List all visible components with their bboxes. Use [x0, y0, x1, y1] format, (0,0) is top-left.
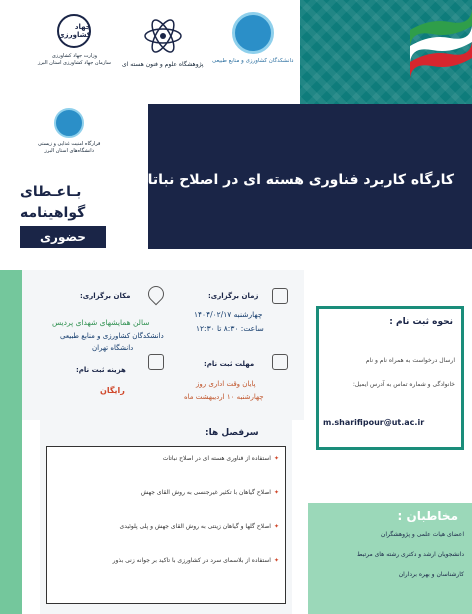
time-line1: چهارشنبه ۱۴۰۴/۰۲/۱۷	[194, 310, 263, 319]
audience-panel	[308, 503, 472, 614]
registration-line1: ارسال درخواست به همراه نام و نام	[365, 357, 455, 364]
topics-box	[46, 446, 286, 604]
atom-icon	[141, 16, 185, 56]
time-line2: ساعت: ۸:۳۰ تا ۱۲:۳۰	[196, 324, 264, 333]
page-title: کارگاه کاربرد فناوری هسته ای در اصلاح نباتات	[133, 172, 454, 188]
deadline-line1: پایان وقت اداری روز	[196, 380, 256, 388]
fee-label: هزینه ثبت نام:	[76, 366, 126, 374]
calendar-icon	[272, 288, 288, 304]
deadline-label: مهلت ثبت نام:	[204, 360, 255, 368]
logo-food-caption2: دانشگاه‌های استان البرز	[44, 147, 94, 154]
in-person-badge: حضوری	[20, 226, 106, 248]
audience-line3: کارشناسان و بهره برداران	[398, 571, 464, 578]
registration-title: نحوه ثبت نام :	[389, 317, 453, 327]
iran-flag	[410, 0, 472, 104]
topics-heading: سرفصل ها:	[205, 428, 259, 438]
place-line3: دانشگاه تهران	[92, 344, 134, 352]
logo-jihad-caption2: سازمان جهاد کشاورزی استان البرز	[38, 59, 111, 66]
audience-heading: مخاطبان :	[397, 509, 458, 523]
star-bullet-icon: ✦	[273, 455, 279, 462]
star-bullet-icon: ✦	[273, 523, 279, 530]
logo-food-caption1: قرارگاه امنیت غذایی و زیستی	[38, 141, 101, 147]
fee-value: رایگان	[100, 386, 125, 395]
audience-line1: اعضای هیات علمی و پژوهشگران	[380, 531, 464, 538]
registration-box	[316, 306, 464, 450]
wallet-icon	[148, 354, 164, 370]
logo-nuclear	[122, 16, 204, 69]
logo-jihad	[38, 14, 111, 66]
brand-line2: گواهینامه	[20, 205, 86, 221]
list-item: ✦اصلاح گلها و گیاهان زینتی به روش القای جهش و پلی پلوئیدی	[119, 523, 279, 530]
title-panel	[133, 104, 472, 249]
brand-line1: بـاعـطای	[20, 184, 82, 200]
place-line1: سالن همایشهای شهدای پردیس	[52, 318, 150, 327]
registration-email[interactable]: m.sharifipour@ut.ac.ir	[323, 418, 425, 427]
deadline-line2: چهارشنبه ۱۰ اردیبهشت ماه	[184, 393, 264, 401]
logo-university	[212, 12, 293, 65]
star-bullet-icon: ✦	[273, 557, 279, 564]
registration-line2: خانوادگی و شماره تماس به آدرس ایمیل:	[352, 381, 455, 388]
logo-nuclear-caption: پژوهشگاه علوم و فنون هسته ای	[122, 61, 204, 68]
logo-jihad-title: جهاد کشاورزی	[58, 23, 91, 39]
logo-university-caption: دانشکدگان کشاورزی و منابع طبیعی	[212, 58, 294, 64]
list-item: ✦استفاده از بلاسمای سرد در کشاورزی با تاکید بر جوانه زنی بذور	[112, 557, 279, 564]
time-label: زمان برگزاری:	[208, 292, 259, 300]
logo-jihad-caption1: وزارت جهاد کشاورزی	[51, 53, 98, 59]
list-item: ✦اصلاح گیاهان با تکثیر غیرجنسی به روش القای جهش	[140, 489, 279, 496]
registration-form-icon	[272, 354, 288, 370]
place-line2: دانشکدگان کشاورزی و منابع طبیعی	[60, 332, 164, 340]
place-label: مکان برگزاری:	[80, 292, 131, 300]
logo-food-security	[38, 108, 100, 154]
list-item: ✦استفاده از فناوری هسته ای در اصلاح نباتات	[162, 455, 279, 462]
audience-line2: دانشجویان ارشد و دکتری رشته های مرتبط	[356, 551, 464, 558]
green-side-bar	[0, 270, 22, 614]
star-bullet-icon: ✦	[273, 489, 279, 496]
